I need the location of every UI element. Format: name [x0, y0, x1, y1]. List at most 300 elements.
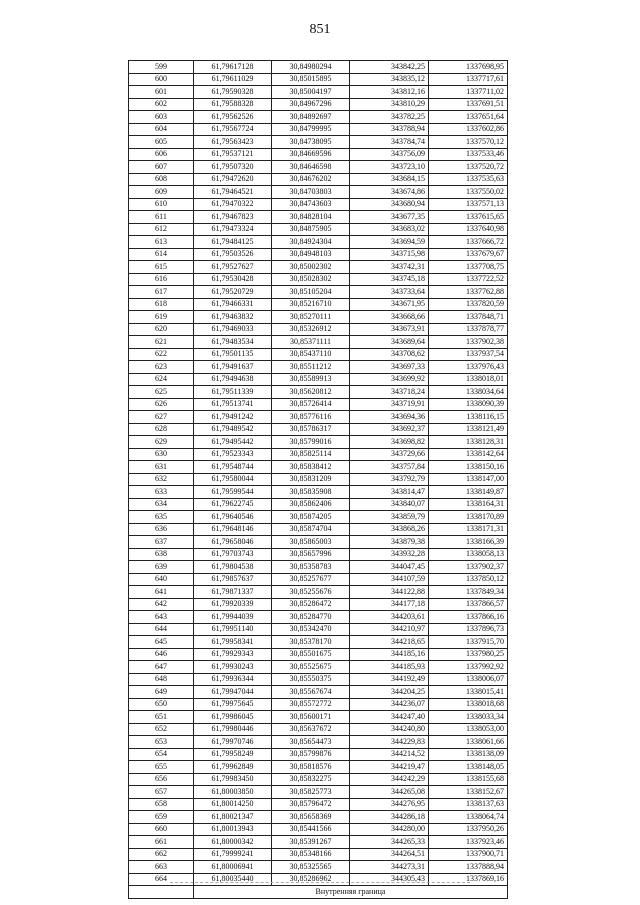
- longitude-cell: 30,85657996: [272, 548, 350, 561]
- table-row: [129, 773, 508, 786]
- latitude-cell: 61,79537121: [194, 148, 272, 161]
- x-coordinate-cell: 343745,18: [350, 273, 429, 286]
- table-row: [129, 523, 508, 536]
- latitude-cell: 61,79648146: [194, 523, 272, 536]
- table-row: [129, 661, 508, 674]
- longitude-cell: 30,85391267: [272, 836, 350, 849]
- x-coordinate-cell: 344265,08: [350, 786, 429, 799]
- latitude-cell: 61,79970746: [194, 736, 272, 749]
- longitude-cell: 30,84743603: [272, 198, 350, 211]
- latitude-cell: 61,79494638: [194, 373, 272, 386]
- point-number-cell: 636: [129, 523, 194, 536]
- x-coordinate-cell: 343859,79: [350, 511, 429, 524]
- y-coordinate-cell: 1338170,89: [429, 511, 508, 524]
- longitude-cell: 30,85831209: [272, 473, 350, 486]
- latitude-cell: 61,79930243: [194, 661, 272, 674]
- latitude-cell: 61,79567724: [194, 123, 272, 136]
- latitude-cell: 61,79520729: [194, 286, 272, 299]
- point-number-cell: 652: [129, 723, 194, 736]
- longitude-cell: 30,85358783: [272, 561, 350, 574]
- y-coordinate-cell: 1337992,92: [429, 661, 508, 674]
- point-number-cell: 662: [129, 848, 194, 861]
- x-coordinate-cell: 343784,74: [350, 136, 429, 149]
- table-row: [129, 111, 508, 124]
- x-coordinate-cell: 343868,26: [350, 523, 429, 536]
- x-coordinate-cell: 343692,37: [350, 423, 429, 436]
- point-number-cell: 610: [129, 198, 194, 211]
- latitude-cell: 61,79511339: [194, 386, 272, 399]
- y-coordinate-cell: 1338061,66: [429, 736, 508, 749]
- longitude-cell: 30,85825773: [272, 786, 350, 799]
- point-number-cell: 608: [129, 173, 194, 186]
- y-coordinate-cell: 1338090,39: [429, 398, 508, 411]
- table-row: [129, 286, 508, 299]
- longitude-cell: 30,84948103: [272, 248, 350, 261]
- x-coordinate-cell: 344229,83: [350, 736, 429, 749]
- point-number-cell: 599: [129, 61, 194, 74]
- point-number-cell: 649: [129, 686, 194, 699]
- y-coordinate-cell: 1338018,68: [429, 698, 508, 711]
- table-row: [129, 748, 508, 761]
- y-coordinate-cell: 1337698,95: [429, 61, 508, 74]
- point-number-cell: 633: [129, 486, 194, 499]
- x-coordinate-cell: 343729,66: [350, 448, 429, 461]
- point-number-cell: 627: [129, 411, 194, 424]
- table-row: [129, 861, 508, 874]
- table-row: [129, 386, 508, 399]
- y-coordinate-cell: 1338064,74: [429, 811, 508, 824]
- longitude-cell: 30,84980294: [272, 61, 350, 74]
- table-row: [129, 198, 508, 211]
- table-row: [129, 798, 508, 811]
- point-number-cell: 620: [129, 323, 194, 336]
- table-row: [129, 486, 508, 499]
- y-coordinate-cell: 1338142,64: [429, 448, 508, 461]
- latitude-cell: 61,79588328: [194, 98, 272, 111]
- y-coordinate-cell: 1338121,49: [429, 423, 508, 436]
- latitude-cell: 61,80014250: [194, 798, 272, 811]
- coordinates-table-body: [129, 61, 508, 899]
- y-coordinate-cell: 1337923,46: [429, 836, 508, 849]
- point-number-cell: 615: [129, 261, 194, 274]
- latitude-cell: 61,79491242: [194, 411, 272, 424]
- longitude-cell: 30,85572772: [272, 698, 350, 711]
- x-coordinate-cell: 344107,59: [350, 573, 429, 586]
- point-number-cell: 651: [129, 711, 194, 724]
- x-coordinate-cell: 344214,52: [350, 748, 429, 761]
- longitude-cell: 30,85501675: [272, 648, 350, 661]
- x-coordinate-cell: 343723,10: [350, 161, 429, 174]
- table-row: [129, 498, 508, 511]
- longitude-cell: 30,84892697: [272, 111, 350, 124]
- longitude-cell: 30,85270111: [272, 311, 350, 324]
- y-coordinate-cell: 1337937,54: [429, 348, 508, 361]
- latitude-cell: 61,79658046: [194, 536, 272, 549]
- x-coordinate-cell: 343668,66: [350, 311, 429, 324]
- x-coordinate-cell: 343792,79: [350, 473, 429, 486]
- table-row: [129, 61, 508, 74]
- point-number-cell: 659: [129, 811, 194, 824]
- point-number-cell: 635: [129, 511, 194, 524]
- point-number-cell: 614: [129, 248, 194, 261]
- latitude-cell: 61,79464521: [194, 186, 272, 199]
- x-coordinate-cell: 343810,29: [350, 98, 429, 111]
- point-number-cell: 619: [129, 311, 194, 324]
- x-coordinate-cell: 343932,28: [350, 548, 429, 561]
- y-coordinate-cell: 1338058,13: [429, 548, 508, 561]
- longitude-cell: 30,85620812: [272, 386, 350, 399]
- x-coordinate-cell: 344247,40: [350, 711, 429, 724]
- y-coordinate-cell: 1337869,16: [429, 873, 508, 886]
- point-number-cell: 603: [129, 111, 194, 124]
- latitude-cell: 61,79951140: [194, 623, 272, 636]
- table-row: [129, 211, 508, 224]
- point-number-cell: 663: [129, 861, 194, 874]
- table-row: [129, 148, 508, 161]
- page-number: 851: [309, 22, 331, 37]
- longitude-cell: 30,84703803: [272, 186, 350, 199]
- table-row: [129, 348, 508, 361]
- table-row: [129, 586, 508, 599]
- longitude-cell: 30,85441566: [272, 823, 350, 836]
- table-row: [129, 411, 508, 424]
- point-number-cell: 657: [129, 786, 194, 799]
- longitude-cell: 30,85726414: [272, 398, 350, 411]
- table-row: [129, 598, 508, 611]
- x-coordinate-cell: 344192,49: [350, 673, 429, 686]
- x-coordinate-cell: 343742,31: [350, 261, 429, 274]
- y-coordinate-cell: 1337520,72: [429, 161, 508, 174]
- latitude-cell: 61,79617128: [194, 61, 272, 74]
- table-row: [129, 436, 508, 449]
- latitude-cell: 61,79640546: [194, 511, 272, 524]
- x-coordinate-cell: 344280,00: [350, 823, 429, 836]
- x-coordinate-cell: 343814,47: [350, 486, 429, 499]
- point-number-cell: 631: [129, 461, 194, 474]
- x-coordinate-cell: 344219,47: [350, 761, 429, 774]
- x-coordinate-cell: 343699,92: [350, 373, 429, 386]
- table-row: [129, 311, 508, 324]
- y-coordinate-cell: 1337666,72: [429, 236, 508, 249]
- table-row: [129, 298, 508, 311]
- longitude-cell: 30,85818576: [272, 761, 350, 774]
- x-coordinate-cell: 344047,45: [350, 561, 429, 574]
- latitude-cell: 61,79980446: [194, 723, 272, 736]
- y-coordinate-cell: 1337535,63: [429, 173, 508, 186]
- x-coordinate-cell: 343708,62: [350, 348, 429, 361]
- longitude-cell: 30,85874704: [272, 523, 350, 536]
- y-coordinate-cell: 1338148,05: [429, 761, 508, 774]
- y-coordinate-cell: 1337571,13: [429, 198, 508, 211]
- longitude-cell: 30,85348166: [272, 848, 350, 861]
- table-row: [129, 536, 508, 549]
- x-coordinate-cell: 344177,18: [350, 598, 429, 611]
- y-coordinate-cell: 1337717,61: [429, 73, 508, 86]
- longitude-cell: 30,85838412: [272, 461, 350, 474]
- latitude-cell: 61,79507320: [194, 161, 272, 174]
- point-number-cell: 638: [129, 548, 194, 561]
- y-coordinate-cell: 1337902,37: [429, 561, 508, 574]
- latitude-cell: 61,79470322: [194, 198, 272, 211]
- latitude-cell: 61,79548744: [194, 461, 272, 474]
- x-coordinate-cell: 343673,91: [350, 323, 429, 336]
- point-number-cell: 634: [129, 498, 194, 511]
- latitude-cell: 61,79958341: [194, 636, 272, 649]
- latitude-cell: 61,80003850: [194, 786, 272, 799]
- y-coordinate-cell: 1337900,71: [429, 848, 508, 861]
- longitude-cell: 30,85799876: [272, 748, 350, 761]
- x-coordinate-cell: 344276,95: [350, 798, 429, 811]
- table-footer-row: [129, 886, 508, 899]
- latitude-cell: 61,79944039: [194, 611, 272, 624]
- latitude-cell: 61,79483534: [194, 336, 272, 349]
- longitude-cell: 30,84669596: [272, 148, 350, 161]
- x-coordinate-cell: 343715,98: [350, 248, 429, 261]
- latitude-cell: 61,80035440: [194, 873, 272, 886]
- longitude-cell: 30,85567674: [272, 686, 350, 699]
- y-coordinate-cell: 1337820,59: [429, 298, 508, 311]
- y-coordinate-cell: 1338147,00: [429, 473, 508, 486]
- longitude-cell: 30,85862406: [272, 498, 350, 511]
- longitude-cell: 30,85002302: [272, 261, 350, 274]
- longitude-cell: 30,85637672: [272, 723, 350, 736]
- longitude-cell: 30,85525675: [272, 661, 350, 674]
- table-row: [129, 123, 508, 136]
- longitude-cell: 30,85257677: [272, 573, 350, 586]
- y-coordinate-cell: 1338006,07: [429, 673, 508, 686]
- y-coordinate-cell: 1337866,16: [429, 611, 508, 624]
- point-number-cell: 606: [129, 148, 194, 161]
- x-coordinate-cell: 344286,18: [350, 811, 429, 824]
- table-row: [129, 686, 508, 699]
- latitude-cell: 61,79703743: [194, 548, 272, 561]
- boundary-label: Внутренняя граница: [194, 886, 508, 899]
- table-row: [129, 98, 508, 111]
- point-number-cell: 628: [129, 423, 194, 436]
- point-number-cell: 629: [129, 436, 194, 449]
- point-number-cell: 600: [129, 73, 194, 86]
- table-row: [129, 561, 508, 574]
- latitude-cell: 61,79466331: [194, 298, 272, 311]
- x-coordinate-cell: 343733,64: [350, 286, 429, 299]
- latitude-cell: 61,79947044: [194, 686, 272, 699]
- y-coordinate-cell: 1338138,09: [429, 748, 508, 761]
- point-number-cell: 644: [129, 623, 194, 636]
- longitude-cell: 30,84676202: [272, 173, 350, 186]
- table-row: [129, 373, 508, 386]
- x-coordinate-cell: 343718,24: [350, 386, 429, 399]
- x-coordinate-cell: 344122,88: [350, 586, 429, 599]
- latitude-cell: 61,79503526: [194, 248, 272, 261]
- point-number-cell: 653: [129, 736, 194, 749]
- point-number-cell: 621: [129, 336, 194, 349]
- table-row: [129, 636, 508, 649]
- latitude-cell: 61,80021347: [194, 811, 272, 824]
- x-coordinate-cell: 343694,36: [350, 411, 429, 424]
- y-coordinate-cell: 1337866,57: [429, 598, 508, 611]
- y-coordinate-cell: 1337849,34: [429, 586, 508, 599]
- x-coordinate-cell: 344218,65: [350, 636, 429, 649]
- point-number-cell: 641: [129, 586, 194, 599]
- y-coordinate-cell: 1337762,88: [429, 286, 508, 299]
- coordinates-table: [128, 60, 508, 899]
- y-coordinate-cell: 1337533,46: [429, 148, 508, 161]
- point-number-cell: 630: [129, 448, 194, 461]
- x-coordinate-cell: 344185,16: [350, 648, 429, 661]
- y-coordinate-cell: 1337722,52: [429, 273, 508, 286]
- latitude-cell: 61,79958249: [194, 748, 272, 761]
- latitude-cell: 61,79975645: [194, 698, 272, 711]
- y-coordinate-cell: 1338116,15: [429, 411, 508, 424]
- x-coordinate-cell: 343835,12: [350, 73, 429, 86]
- longitude-cell: 30,84646598: [272, 161, 350, 174]
- x-coordinate-cell: 343697,33: [350, 361, 429, 374]
- longitude-cell: 30,84738095: [272, 136, 350, 149]
- table-row: [129, 223, 508, 236]
- point-number-cell: 607: [129, 161, 194, 174]
- longitude-cell: 30,85286472: [272, 598, 350, 611]
- point-number-cell: 601: [129, 86, 194, 99]
- point-number-cell: 643: [129, 611, 194, 624]
- x-coordinate-cell: 343671,95: [350, 298, 429, 311]
- latitude-cell: 61,79611029: [194, 73, 272, 86]
- longitude-cell: 30,85511212: [272, 361, 350, 374]
- longitude-cell: 30,85216710: [272, 298, 350, 311]
- y-coordinate-cell: 1338015,41: [429, 686, 508, 699]
- table-row: [129, 186, 508, 199]
- y-coordinate-cell: 1337976,43: [429, 361, 508, 374]
- y-coordinate-cell: 1338137,63: [429, 798, 508, 811]
- point-number-cell: 611: [129, 211, 194, 224]
- point-number-cell: 604: [129, 123, 194, 136]
- y-coordinate-cell: 1337615,65: [429, 211, 508, 224]
- latitude-cell: 61,79467823: [194, 211, 272, 224]
- y-coordinate-cell: 1337902,38: [429, 336, 508, 349]
- x-coordinate-cell: 343684,15: [350, 173, 429, 186]
- table-row: [129, 461, 508, 474]
- longitude-cell: 30,85342470: [272, 623, 350, 636]
- point-number-cell: 647: [129, 661, 194, 674]
- table-row: [129, 423, 508, 436]
- table-row: [129, 673, 508, 686]
- y-coordinate-cell: 1338149,87: [429, 486, 508, 499]
- latitude-cell: 61,79929343: [194, 648, 272, 661]
- longitude-cell: 30,85255676: [272, 586, 350, 599]
- x-coordinate-cell: 343756,09: [350, 148, 429, 161]
- point-number-cell: 622: [129, 348, 194, 361]
- point-number-cell: 658: [129, 798, 194, 811]
- y-coordinate-cell: 1337708,75: [429, 261, 508, 274]
- longitude-cell: 30,85004197: [272, 86, 350, 99]
- x-coordinate-cell: 343879,38: [350, 536, 429, 549]
- point-number-cell: 637: [129, 536, 194, 549]
- table-row: [129, 648, 508, 661]
- bottom-rule: [170, 882, 470, 883]
- x-coordinate-cell: 343680,94: [350, 198, 429, 211]
- point-number-cell: 664: [129, 873, 194, 886]
- longitude-cell: 30,85799016: [272, 436, 350, 449]
- y-coordinate-cell: 1338166,39: [429, 536, 508, 549]
- table-row: [129, 786, 508, 799]
- x-coordinate-cell: 344273,31: [350, 861, 429, 874]
- longitude-cell: 30,85589913: [272, 373, 350, 386]
- latitude-cell: 61,79489542: [194, 423, 272, 436]
- latitude-cell: 61,79469033: [194, 323, 272, 336]
- point-number-cell: 639: [129, 561, 194, 574]
- table-row: [129, 811, 508, 824]
- y-coordinate-cell: 1337878,77: [429, 323, 508, 336]
- point-number-cell: 660: [129, 823, 194, 836]
- x-coordinate-cell: 343689,64: [350, 336, 429, 349]
- x-coordinate-cell: 344305,43: [350, 873, 429, 886]
- longitude-cell: 30,85786317: [272, 423, 350, 436]
- table-row: [129, 711, 508, 724]
- table-row: [129, 848, 508, 861]
- longitude-cell: 30,85654473: [272, 736, 350, 749]
- longitude-cell: 30,85550375: [272, 673, 350, 686]
- table-row: [129, 548, 508, 561]
- y-coordinate-cell: 1337896,73: [429, 623, 508, 636]
- longitude-cell: 30,85658369: [272, 811, 350, 824]
- longitude-cell: 30,85776116: [272, 411, 350, 424]
- x-coordinate-cell: 344204,25: [350, 686, 429, 699]
- table-row: [129, 248, 508, 261]
- longitude-cell: 30,84828104: [272, 211, 350, 224]
- y-coordinate-cell: 1337651,64: [429, 111, 508, 124]
- longitude-cell: 30,85028302: [272, 273, 350, 286]
- y-coordinate-cell: 1338053,00: [429, 723, 508, 736]
- table-row: [129, 86, 508, 99]
- point-number-cell: 654: [129, 748, 194, 761]
- point-number-cell: 646: [129, 648, 194, 661]
- point-number-cell: 602: [129, 98, 194, 111]
- longitude-cell: 30,85378170: [272, 636, 350, 649]
- x-coordinate-cell: 343812,16: [350, 86, 429, 99]
- latitude-cell: 61,79523343: [194, 448, 272, 461]
- x-coordinate-cell: 343840,07: [350, 498, 429, 511]
- y-coordinate-cell: 1338033,34: [429, 711, 508, 724]
- table-row: [129, 573, 508, 586]
- longitude-cell: 30,85015895: [272, 73, 350, 86]
- latitude-cell: 61,79491637: [194, 361, 272, 374]
- x-coordinate-cell: 344236,07: [350, 698, 429, 711]
- x-coordinate-cell: 344210,97: [350, 623, 429, 636]
- table-row: [129, 823, 508, 836]
- latitude-cell: 61,79983450: [194, 773, 272, 786]
- table-row: [129, 73, 508, 86]
- table-row: [129, 398, 508, 411]
- point-number-cell: 618: [129, 298, 194, 311]
- y-coordinate-cell: 1337888,94: [429, 861, 508, 874]
- x-coordinate-cell: 343719,91: [350, 398, 429, 411]
- longitude-cell: 30,85284770: [272, 611, 350, 624]
- table-row: [129, 273, 508, 286]
- point-number-cell: 617: [129, 286, 194, 299]
- y-coordinate-cell: 1338164,31: [429, 498, 508, 511]
- x-coordinate-cell: 344185,93: [350, 661, 429, 674]
- y-coordinate-cell: 1338171,31: [429, 523, 508, 536]
- x-coordinate-cell: 344264,51: [350, 848, 429, 861]
- latitude-cell: 61,79472620: [194, 173, 272, 186]
- point-number-cell: 661: [129, 836, 194, 849]
- latitude-cell: 61,79501135: [194, 348, 272, 361]
- table-row: [129, 736, 508, 749]
- y-coordinate-cell: 1337850,12: [429, 573, 508, 586]
- y-coordinate-cell: 1338150,16: [429, 461, 508, 474]
- point-number-cell: 656: [129, 773, 194, 786]
- latitude-cell: 61,79599544: [194, 486, 272, 499]
- point-number-cell: 616: [129, 273, 194, 286]
